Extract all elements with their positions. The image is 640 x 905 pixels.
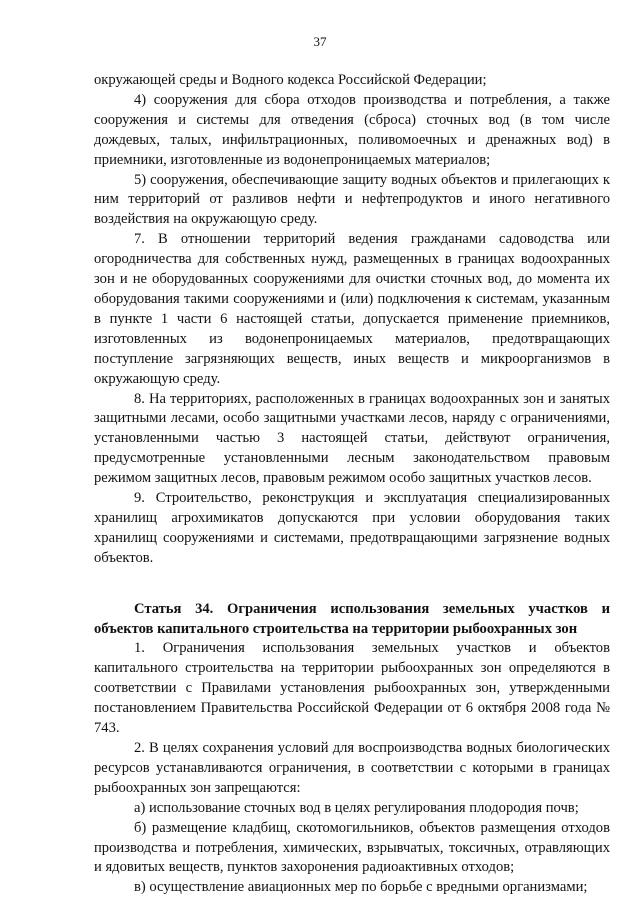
article-heading: Статья 34. Ограничения использования земельных участков и объектов капитального строительства на территории рыбоохранных зон: [94, 600, 610, 637]
article-clause-1: 1. Ограничения использования земельных участков и объектов капитального строительства на территории рыбоохранных зон определяются в соответствии с Правилами установления рыбоохранных зон, утвержденными постановлением Правительства Российской Федерации от 6 октября 2008 года № 743.: [94, 640, 610, 737]
clause-8: 8. На территориях, расположенных в границах водоохранных зон и занятых защитными лесами, особо защитными участками лесов, наряду с ограничениями, установленными частью 3 настоящей статьи, действуют ограничения, предусмотренные установленными лесным законодательством правовым режимом защитных лесов, правовым режимом особо защитных участков лесов.: [94, 390, 610, 487]
paragraph-continuation: окружающей среды и Водного кодекса Российской Федерации;: [94, 72, 487, 88]
list-item-4: 4) сооружения для сбора отходов производства и потребления, а также сооружения и системы для отведения (сброса) сточных вод (в том числе дождевых, талых, инфильтрационных, поливомоечных и дренажных вод) в приемники, изготовленные из водонепроницаемых материалов;: [94, 91, 610, 168]
subitem-v: в) осуществление авиационных мер по борьбе с вредными организмами;: [134, 879, 588, 896]
list-item-5: 5) сооружения, обеспечивающие защиту водных объектов и прилегающих к ним территорий от разливов нефти и нефтепродуктов и иного негативного воздействия на окружающую среду.: [94, 171, 610, 228]
document-body: [94, 71, 610, 898]
clause-9: 9. Строительство, реконструкция и эксплуатация специализированных хранилищ агрохимикатов допускаются при условии оборудования таких хранилищ сооружениями и системами, предотвращающими загрязнение водных объектов.: [94, 490, 610, 566]
article-clause-2: 2. В целях сохранения условий для воспроизводства водных биологических ресурсов устанавливаются ограничения, в соответствии с которыми в границах рыбоохранных зон запрещаются:: [94, 740, 610, 796]
subitem-a: а) использование сточных вод в целях регулирования плодородия почв;: [134, 799, 579, 816]
subitem-b: б) размещение кладбищ, скотомогильников, объектов размещения отходов производства и потребления, химических, взрывчатых, токсичных, отравляющих и ядовитых веществ, пунктов захоронения радиоактивных отходов;: [94, 819, 610, 876]
page-number: 37: [313, 34, 327, 49]
clause-7: 7. В отношении территорий ведения гражданами садоводства или огородничества для собственных нужд, размещенных в границах водоохранных зон и не оборудованных сооружениями для очистки сточных вод, до момента их оборудования такими сооружениями и (или) подключения к системам, указанным в пункте 1 части 6 настоящей статьи, допускается применение приемников, изготовленных из водонепроницаемых материалов, предотвращающих поступление загрязняющих веществ, иных веществ и микроорганизмов в окружающую среду.: [94, 231, 610, 387]
